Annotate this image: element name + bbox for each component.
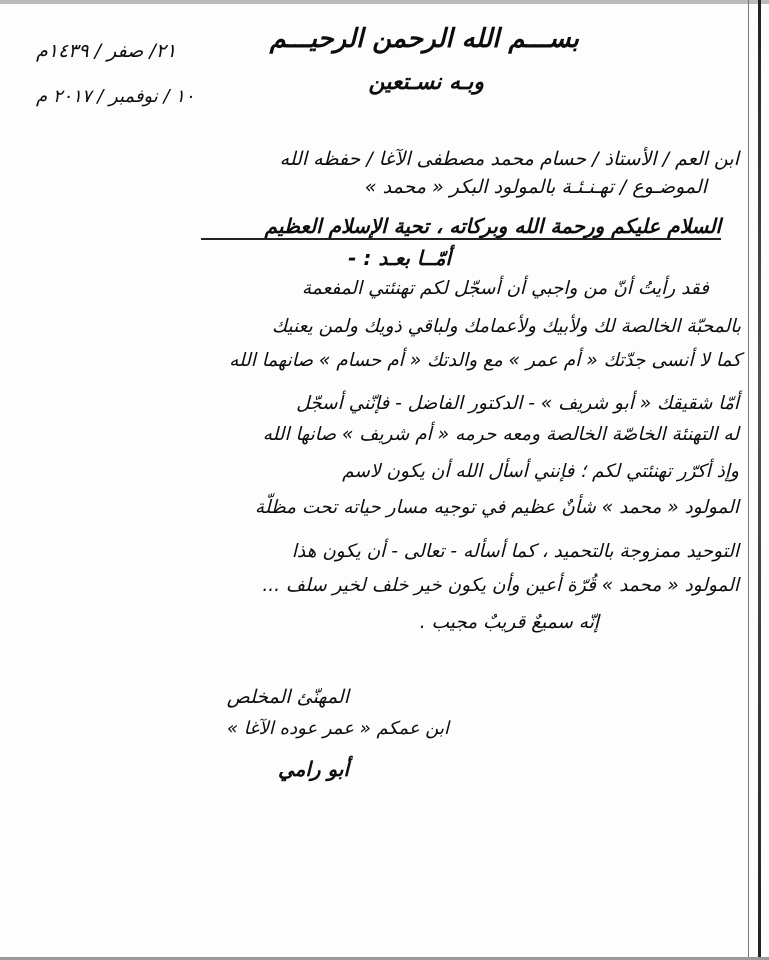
body-line-2: بالمحبّة الخالصة لك ولأبيك ولأعمامك ولباقي ذويك ولمن يعنيك	[271, 316, 741, 337]
basmala-heading: بســـم الله الرحمن الرحيـــم	[269, 24, 579, 54]
greeting-line: السلام عليكم ورحمة الله وبركاته ، تحية الإسلام العظيم	[264, 214, 721, 238]
body-line-6: وإذ أكرّر تهنئتي لكم ؛ فإنني أسأل الله أن يكون لاسم	[342, 461, 739, 482]
date-hijri: ٢١/ صفر / ١٤٣٩م	[36, 40, 177, 62]
closing-name: ابن عمكم « عمر عوده الآغا »	[226, 718, 449, 739]
body-line-4: أمّا شقيقك « أبو شريف » - الدكتور الفاضل - فإنّني أسجّل	[296, 393, 739, 414]
body-line-3: كما لا أنسى جدّتك « أم عمر » مع والدتك « أم حسام » صانهما الله	[229, 350, 741, 371]
body-line-1: فقد رأيتُ أنّ من واجبي أن أسجّل لكم تهنئتي المفعمة	[301, 278, 709, 299]
amma-bad-line: أمّــا بعـد : -	[348, 246, 451, 270]
subject-line: الموضـوع / تهـنـئـة بالمولود البكر « محمد »	[364, 176, 707, 198]
body-line-9: المولود « محمد » قُرّة أعين وأن يكون خير خلف لخير سلف ...	[262, 575, 739, 596]
recipient-line: ابن العم / الأستاذ / حسام محمد مصطفى الآغا / حفظه الله	[279, 148, 739, 170]
scan-edge-right-inner	[748, 0, 749, 960]
body-line-7: المولود « محمد » شأنٌ عظيم في توجيه مسار حياته تحت مظلّة	[254, 497, 739, 518]
istiana-heading: وبـه نسـتعين	[368, 70, 484, 95]
date-gregorian: ١٠ / نوفمبر / ٢٠١٧ م	[36, 86, 195, 107]
body-line-5: له التهنئة الخاصّة الخالصة ومعه حرمه « أم شريف » صانها الله	[262, 424, 739, 445]
scan-edge-right	[758, 0, 761, 960]
body-line-8: التوحيد ممزوجة بالتحميد ، كما أسأله - تعالى - أن يكون هذا	[291, 541, 739, 562]
scan-edge-top	[0, 0, 769, 4]
greeting-underline	[201, 238, 721, 240]
closing-title: المهنّئ المخلص	[226, 686, 349, 708]
body-line-10: إنّه سميعٌ قريبٌ مجيب .	[419, 612, 599, 633]
signature: أبو رامي	[277, 757, 349, 781]
